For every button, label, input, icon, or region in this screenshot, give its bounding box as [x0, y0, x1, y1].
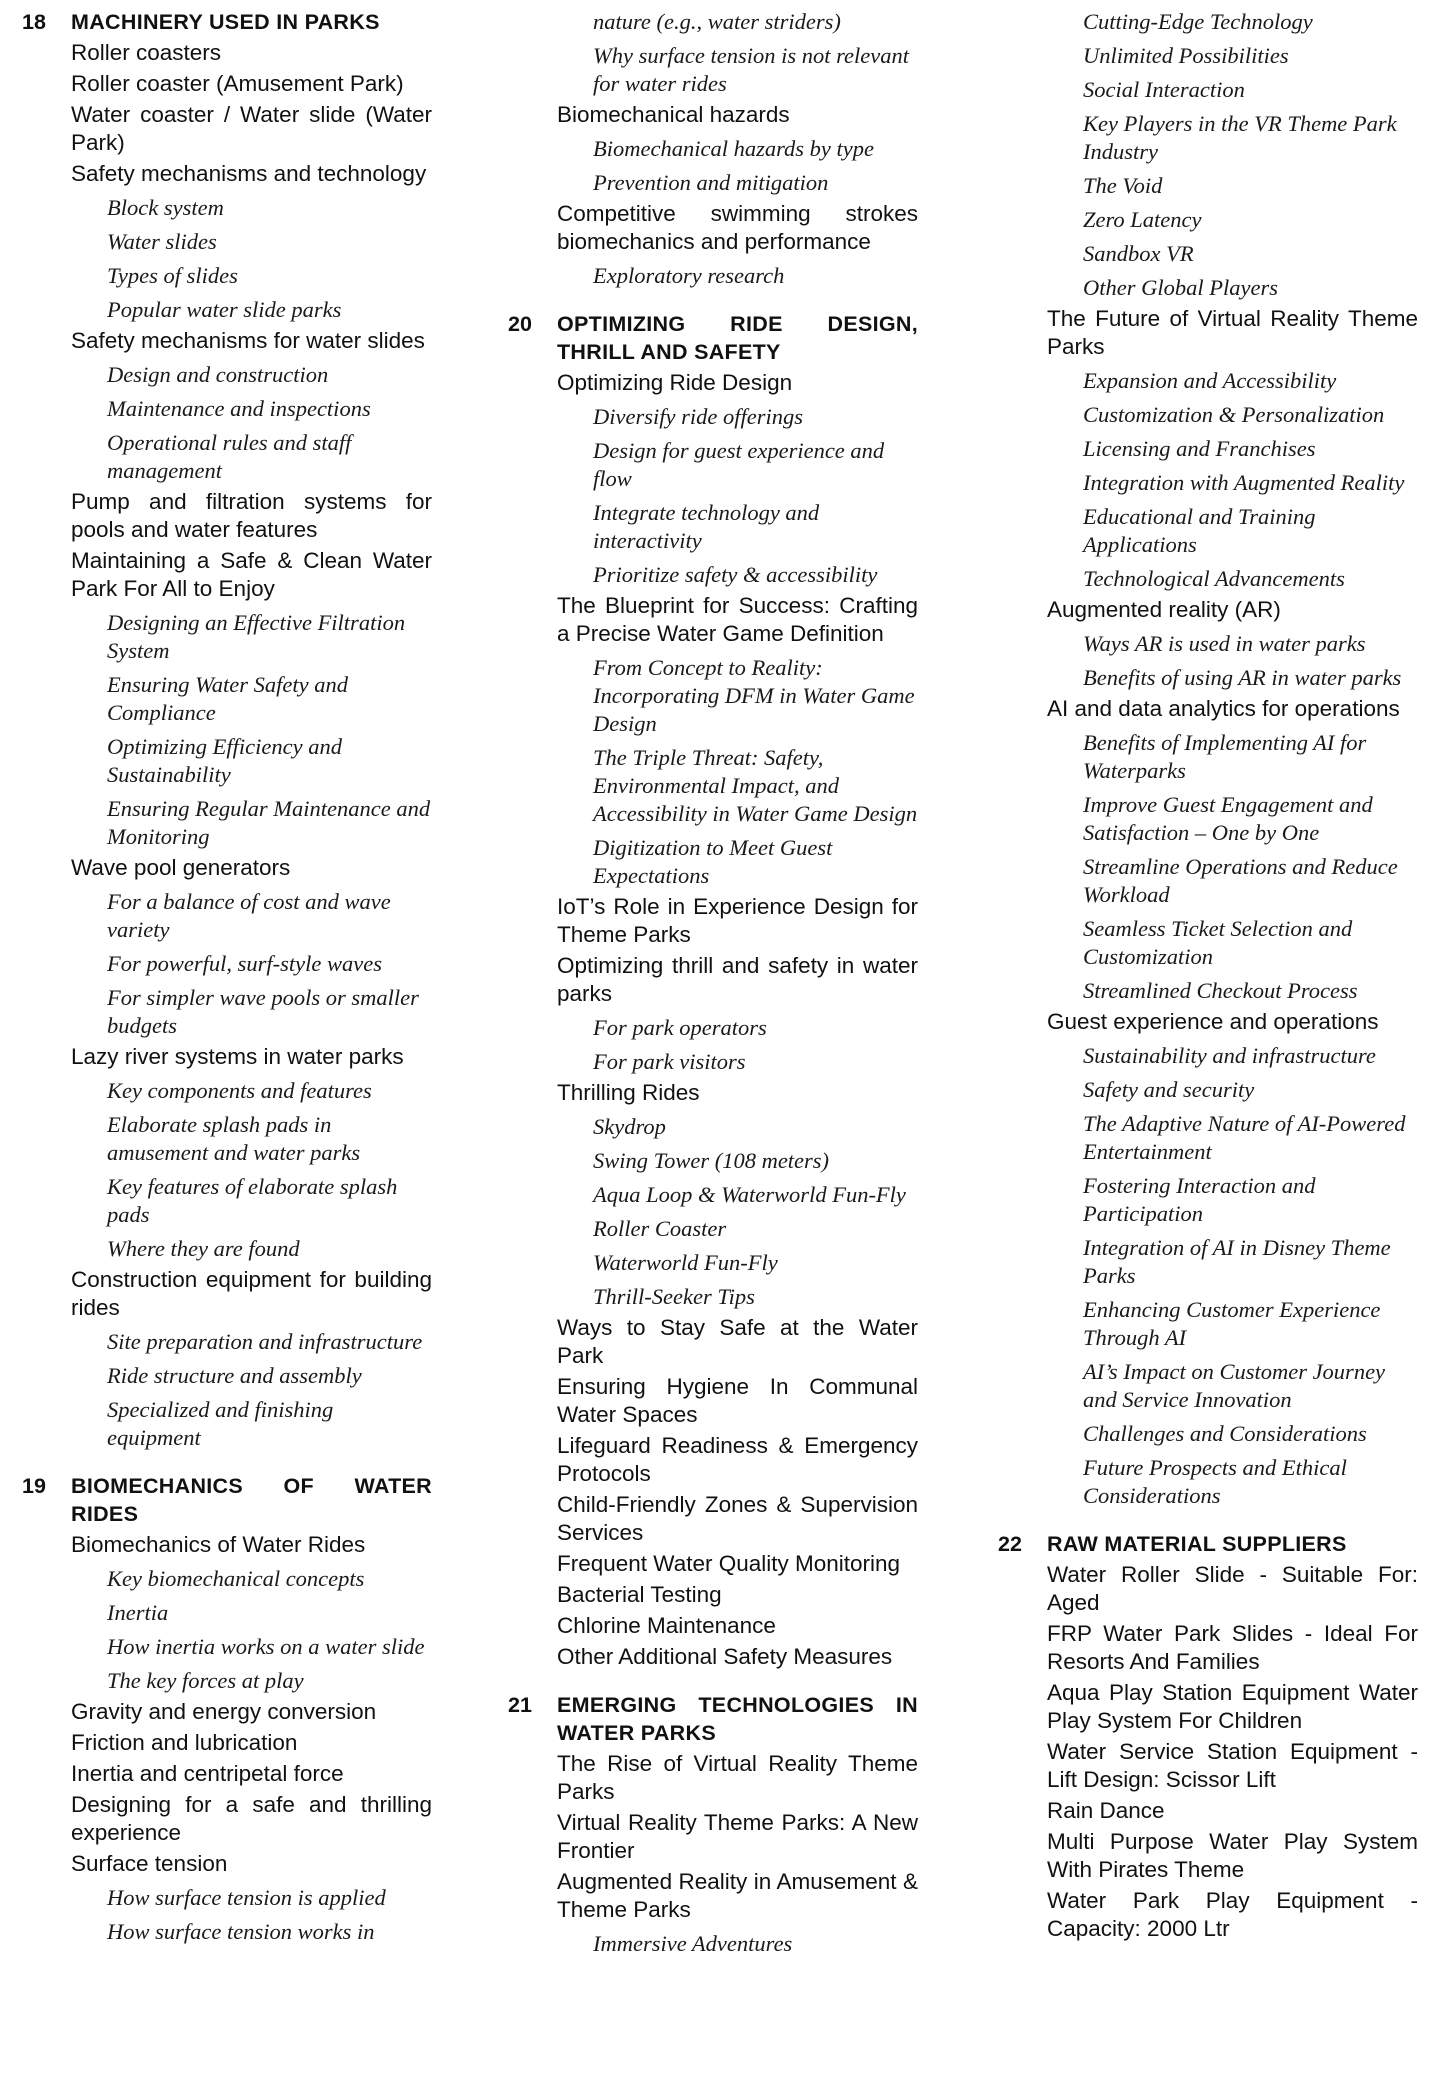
toc-subentry: Optimizing Efficiency and Sustainability [107, 734, 342, 787]
chapter-number: 19 [22, 1474, 46, 1498]
toc-subentry: For park operators [593, 1015, 767, 1040]
toc-subentry: Maintenance and inspections [107, 396, 371, 421]
toc-entry: Designing for a safe and thrilling experience [71, 1792, 432, 1845]
chapter-body [557, 1691, 918, 1958]
toc-entry: Other Additional Safety Measures [557, 1644, 893, 1669]
toc-subentry: Roller Coaster [593, 1216, 727, 1241]
toc-subentry: Cutting-Edge Technology [1083, 9, 1313, 34]
toc-subentry: Future Prospects and Ethical Considerations [1083, 1455, 1347, 1508]
toc-subentry: Benefits of using AR in water parks [1083, 665, 1402, 690]
toc-entry: Friction and lubrication [71, 1730, 298, 1755]
toc-subentry: Improve Guest Engagement and Satisfaction – One by One [1083, 792, 1373, 845]
toc-entry: Water Park Play Equipment - Capacity: 2000 Ltr [1047, 1888, 1418, 1941]
toc-entry: Bacterial Testing [557, 1582, 722, 1607]
toc-subentry: Key features of elaborate splash pads [107, 1174, 398, 1227]
toc-entry: Optimizing Ride Design [557, 370, 793, 395]
toc-entry: Rain Dance [1047, 1798, 1165, 1823]
chapter-block [998, 8, 1418, 1510]
toc-subentry: How surface tension works in [107, 1919, 375, 1944]
toc-subentry: Prioritize safety & accessibility [593, 562, 878, 587]
toc-entry: Safety mechanisms for water slides [71, 328, 425, 353]
toc-subentry: Types of slides [107, 263, 238, 288]
toc-entry: Thrilling Rides [557, 1080, 700, 1105]
toc-entry: Augmented Reality in Amusement & Theme Parks [557, 1869, 918, 1922]
toc-entry: IoT’s Role in Experience Design for Theme Parks [557, 894, 918, 947]
chapter-number: 22 [998, 1532, 1022, 1556]
toc-entry: Multi Purpose Water Play System With Pirates Theme [1047, 1829, 1418, 1882]
toc-column-2 [508, 8, 918, 1958]
toc-subentry: For park visitors [593, 1049, 746, 1074]
toc-subentry: Other Global Players [1083, 275, 1278, 300]
toc-entry: Inertia and centripetal force [71, 1761, 344, 1786]
toc-entry: Virtual Reality Theme Parks: A New Frontier [557, 1810, 918, 1863]
toc-subentry: Challenges and Considerations [1083, 1421, 1367, 1446]
toc-subentry: The Triple Threat: Safety, Environmental Impact, and Accessibility in Water Game Design [593, 745, 918, 826]
toc-subentry: Aqua Loop & Waterworld Fun-Fly [593, 1182, 906, 1207]
toc-entry: Pump and filtration systems for pools and water features [71, 489, 432, 542]
toc-subentry: Sandbox VR [1083, 241, 1194, 266]
toc-entry: Ensuring Hygiene In Communal Water Spaces [557, 1374, 918, 1427]
chapter-block [508, 8, 918, 290]
chapter-number: 21 [508, 1693, 532, 1717]
toc-entry: Chlorine Maintenance [557, 1613, 776, 1638]
toc-subentry: Sustainability and infrastructure [1083, 1043, 1376, 1068]
toc-subentry: The key forces at play [107, 1668, 304, 1693]
chapter-block [998, 1530, 1418, 1943]
toc-subentry: Seamless Ticket Selection and Customization [1083, 916, 1353, 969]
toc-subentry: Key biomechanical concepts [107, 1566, 365, 1591]
toc-entry: Water Roller Slide - Suitable For: Aged [1047, 1562, 1418, 1615]
toc-entry: The Blueprint for Success: Crafting a Precise Water Game Definition [557, 593, 918, 646]
toc-entry: Competitive swimming strokes biomechanics and performance [557, 201, 918, 254]
toc-subentry: Digitization to Meet Guest Expectations [593, 835, 833, 888]
chapter-title: BIOMECHANICS OF WATER RIDES [71, 1474, 432, 1526]
toc-entry: Wave pool generators [71, 855, 291, 880]
toc-subentry: AI’s Impact on Customer Journey and Service Innovation [1083, 1359, 1386, 1412]
chapter-block [508, 310, 918, 1671]
toc-entry: Water coaster / Water slide (Water Park) [71, 102, 432, 155]
toc-subentry: Elaborate splash pads in amusement and water parks [107, 1112, 361, 1165]
toc-entry: Biomechanics of Water Rides [71, 1532, 366, 1557]
toc-subentry: Where they are found [107, 1236, 300, 1261]
toc-subentry: Customization & Personalization [1083, 402, 1385, 427]
toc-subentry: Streamlined Checkout Process [1083, 978, 1358, 1003]
toc-subentry: Skydrop [593, 1114, 666, 1139]
toc-entry: Aqua Play Station Equipment Water Play System For Children [1047, 1680, 1418, 1733]
toc-subentry: Licensing and Franchises [1083, 436, 1316, 461]
toc-subentry: Enhancing Customer Experience Through AI [1083, 1297, 1381, 1350]
toc-subentry: Swing Tower (108 meters) [593, 1148, 830, 1173]
toc-subentry: Waterworld Fun-Fly [593, 1250, 778, 1275]
toc-subentry: Specialized and finishing equipment [107, 1397, 334, 1450]
toc-subentry: Ensuring Water Safety and Compliance [107, 672, 349, 725]
toc-subentry: Designing an Effective Filtration System [107, 610, 406, 663]
toc-entry: FRP Water Park Slides - Ideal For Resorts And Families [1047, 1621, 1418, 1674]
chapter-body [557, 8, 918, 290]
toc-entry: Child-Friendly Zones & Supervision Services [557, 1492, 918, 1545]
chapter-title: RAW MATERIAL SUPPLIERS [1047, 1532, 1347, 1556]
toc-subentry: Ride structure and assembly [107, 1363, 362, 1388]
toc-entry: Safety mechanisms and technology [71, 161, 427, 186]
chapter-block [22, 1472, 432, 1946]
toc-subentry: Thrill-Seeker Tips [593, 1284, 755, 1309]
toc-entry: The Rise of Virtual Reality Theme Parks [557, 1751, 918, 1804]
toc-subentry: Design for guest experience and flow [593, 438, 885, 491]
toc-subentry: Streamline Operations and Reduce Workload [1083, 854, 1398, 907]
toc-entry: Roller coaster (Amusement Park) [71, 71, 404, 96]
toc-subentry: Social Interaction [1083, 77, 1245, 102]
toc-column-1 [22, 8, 432, 1946]
toc-subentry: Fostering Interaction and Participation [1083, 1173, 1316, 1226]
toc-entry: Surface tension [71, 1851, 228, 1876]
toc-subentry: Exploratory research [593, 263, 785, 288]
toc-entry: Augmented reality (AR) [1047, 597, 1281, 622]
chapter-title: MACHINERY USED IN PARKS [71, 10, 380, 34]
toc-subentry: Ways AR is used in water parks [1083, 631, 1366, 656]
toc-entry: Biomechanical hazards [557, 102, 790, 127]
toc-subentry: Water slides [107, 229, 217, 254]
toc-subentry: For simpler wave pools or smaller budgets [107, 985, 419, 1038]
toc-subentry: Technological Advancements [1083, 566, 1345, 591]
toc-subentry: Design and construction [107, 362, 329, 387]
chapter-title: OPTIMIZING RIDE DESIGN, THRILL AND SAFETY [557, 312, 918, 364]
toc-entry: AI and data analytics for operations [1047, 696, 1400, 721]
toc-subentry: Integration of AI in Disney Theme Parks [1083, 1235, 1391, 1288]
toc-subentry: Educational and Training Applications [1083, 504, 1316, 557]
toc-entry: Frequent Water Quality Monitoring [557, 1551, 901, 1576]
toc-subentry: Key components and features [107, 1078, 372, 1103]
toc-subentry: From Concept to Reality: Incorporating DFM in Water Game Design [593, 655, 915, 736]
toc-subentry: Key Players in the VR Theme Park Industry [1083, 111, 1397, 164]
toc-entry: Lazy river systems in water parks [71, 1044, 404, 1069]
toc-subentry: Why surface tension is not relevant for water rides [593, 43, 909, 96]
toc-entry: Gravity and energy conversion [71, 1699, 377, 1724]
toc-subentry: Prevention and mitigation [593, 170, 829, 195]
toc-subentry: Inertia [107, 1600, 169, 1625]
toc-subentry: Immersive Adventures [593, 1931, 793, 1956]
chapter-body [1047, 8, 1418, 1510]
toc-subentry: The Void [1083, 173, 1163, 198]
toc-entry: Roller coasters [71, 40, 222, 65]
toc-subentry: Popular water slide parks [107, 297, 342, 322]
toc-subentry: Expansion and Accessibility [1083, 368, 1337, 393]
toc-entry: Optimizing thrill and safety in water parks [557, 953, 918, 1006]
toc-entry: Ways to Stay Safe at the Water Park [557, 1315, 918, 1368]
toc-entry: Construction equipment for building rides [71, 1267, 432, 1320]
toc-subentry: Ensuring Regular Maintenance and Monitoring [107, 796, 431, 849]
toc-entry: Water Service Station Equipment - Lift Design: Scissor Lift [1047, 1739, 1418, 1792]
toc-subentry: Benefits of Implementing AI for Waterparks [1083, 730, 1367, 783]
toc-subentry: The Adaptive Nature of AI-Powered Entertainment [1083, 1111, 1406, 1164]
toc-subentry: Safety and security [1083, 1077, 1255, 1102]
chapter-title: EMERGING TECHNOLOGIES IN WATER PARKS [557, 1693, 918, 1745]
toc-subentry: Zero Latency [1083, 207, 1202, 232]
toc-subentry: Operational rules and staff management [107, 430, 352, 483]
toc-entry: Lifeguard Readiness & Emergency Protocols [557, 1433, 918, 1486]
toc-subentry: For powerful, surf-style waves [107, 951, 382, 976]
toc-subentry: For a balance of cost and wave variety [107, 889, 391, 942]
chapter-block [22, 8, 432, 1452]
chapter-number: 20 [508, 312, 532, 336]
toc-entry: The Future of Virtual Reality Theme Parks [1047, 306, 1418, 359]
chapter-body [71, 1472, 432, 1946]
toc-entry: Maintaining a Safe & Clean Water Park For All to Enjoy [71, 548, 432, 601]
toc-subentry: Site preparation and infrastructure [107, 1329, 423, 1354]
toc-column-3 [998, 8, 1418, 1943]
toc-subentry: Unlimited Possibilities [1083, 43, 1289, 68]
chapter-body [557, 310, 918, 1671]
chapter-body [1047, 1530, 1418, 1943]
toc-subentry: Integrate technology and interactivity [593, 500, 820, 553]
toc-entry: Guest experience and operations [1047, 1009, 1379, 1034]
toc-subentry: How surface tension is applied [107, 1885, 386, 1910]
chapter-number: 18 [22, 10, 46, 34]
chapter-body [71, 8, 432, 1452]
toc-subentry: nature (e.g., water striders) [593, 9, 841, 34]
toc-subentry: Integration with Augmented Reality [1083, 470, 1405, 495]
toc-subentry: Block system [107, 195, 224, 220]
chapter-block [508, 1691, 918, 1958]
toc-subentry: How inertia works on a water slide [107, 1634, 425, 1659]
toc-subentry: Biomechanical hazards by type [593, 136, 874, 161]
toc-subentry: Diversify ride offerings [593, 404, 803, 429]
